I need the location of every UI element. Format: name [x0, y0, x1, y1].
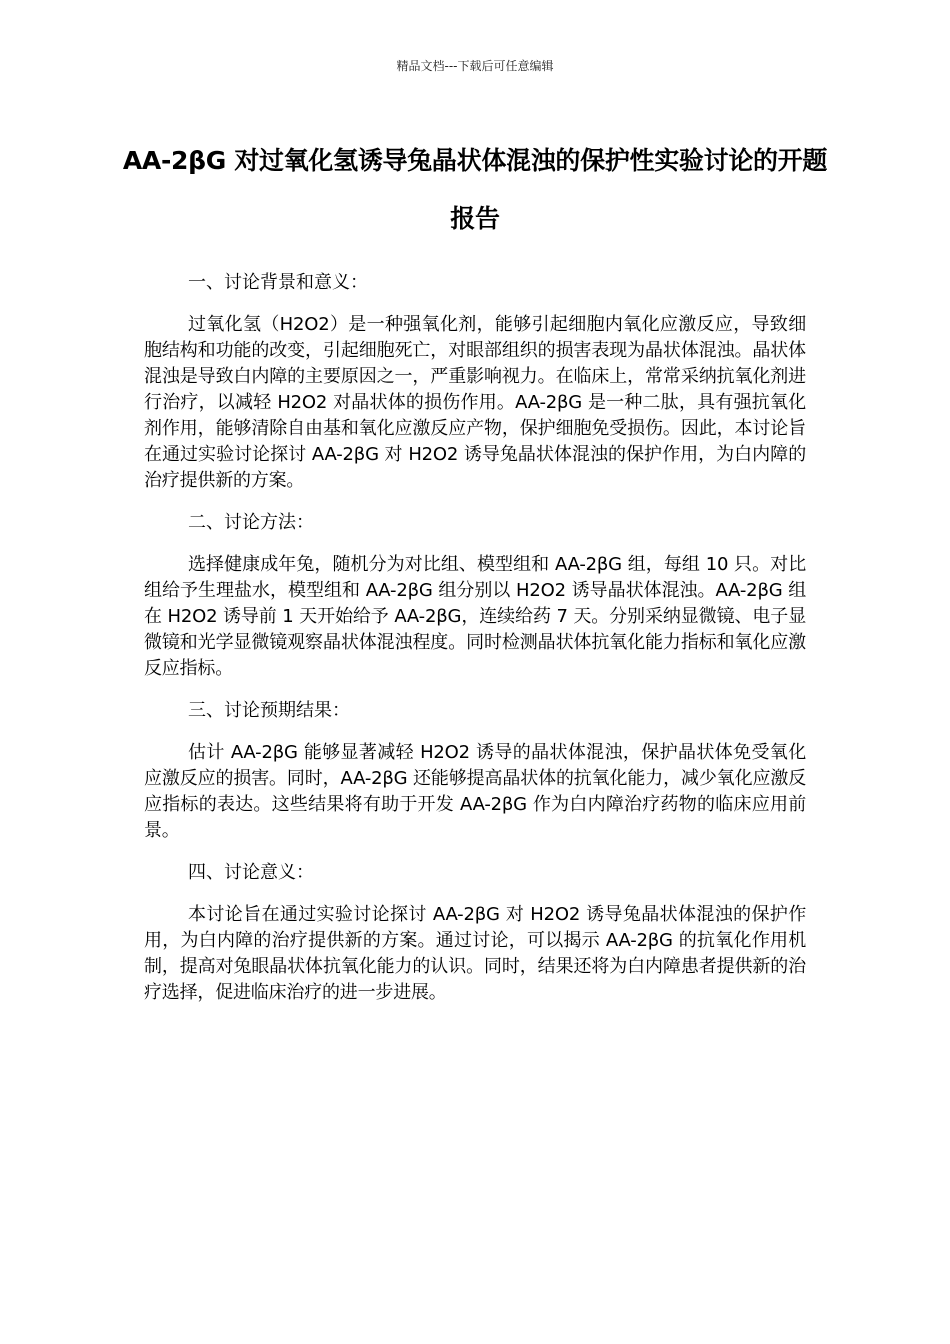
section-paragraph-background: 过氧化氢（H2O2）是一种强氧化剂，能够引起细胞内氧化应激反应，导致细胞结构和功能的改变，引起细胞死亡，对眼部组织的损害表现为晶状体混浊。晶状体混浊是导致白内障的主要原因之一，严重影响视力。在临床上，常常采纳抗氧化剂进行治疗，以减轻 H2O2 对晶状体的损伤作用。AA-2βG 是一种二肽，具有强抗氧化剂作用，能够清除自由基和氧化应激反应产物，保护细胞免受损伤。因此，本讨论旨在通过实验讨论探讨 AA-2βG 对 H2O2 诱导兔晶状体混浊的保护作用，为白内障的治疗提供新的方案。 — [144, 314, 806, 491]
section-heading-expected-results: 三、讨论预期结果： — [188, 700, 350, 721]
section-heading-significance: 四、讨论意义： — [188, 862, 314, 883]
section-paragraph-significance: 本讨论旨在通过实验讨论探讨 AA-2βG 对 H2O2 诱导兔晶状体混浊的保护作用，为白内障的治疗提供新的方案。通过讨论，可以揭示 AA-2βG 的抗氧化作用机制，提高对兔眼晶状体抗氧化能力的认识。同时，结果还将为白内障患者提供新的治疗选择，促进临床治疗的进一步进展。 — [144, 904, 806, 1003]
document-title: AA-2βG 对过氧化氢诱导兔晶状体混浊的保护性实验讨论的开题报告 — [122, 146, 828, 233]
section-heading-background: 一、讨论背景和意义： — [188, 272, 368, 293]
document-body — [144, 270, 806, 1022]
section-paragraph-methods: 选择健康成年兔，随机分为对比组、模型组和 AA-2βG 组，每组 10 只。对比组给予生理盐水，模型组和 AA-2βG 组分别以 H2O2 诱导晶状体混浊。AA-2βG 组在 H2O2 诱导前 1 天开始给予 AA-2βG，连续给药 7 天。分别采纳显微镜、电子显微镜和光学显微镜观察晶状体混浊程度。同时检测晶状体抗氧化能力指标和氧化应激反应指标。 — [144, 554, 806, 679]
section-paragraph-expected-results: 估计 AA-2βG 能够显著减轻 H2O2 诱导的晶状体混浊，保护晶状体免受氧化应激反应的损害。同时，AA-2βG 还能够提高晶状体的抗氧化能力，减少氧化应激反应指标的表达。这些结果将有助于开发 AA-2βG 作为白内障治疗药物的临床应用前景。 — [144, 742, 806, 841]
header-note: 精品文档---下载后可任意编辑 — [396, 59, 554, 73]
section-heading-methods: 二、讨论方法： — [188, 512, 314, 533]
